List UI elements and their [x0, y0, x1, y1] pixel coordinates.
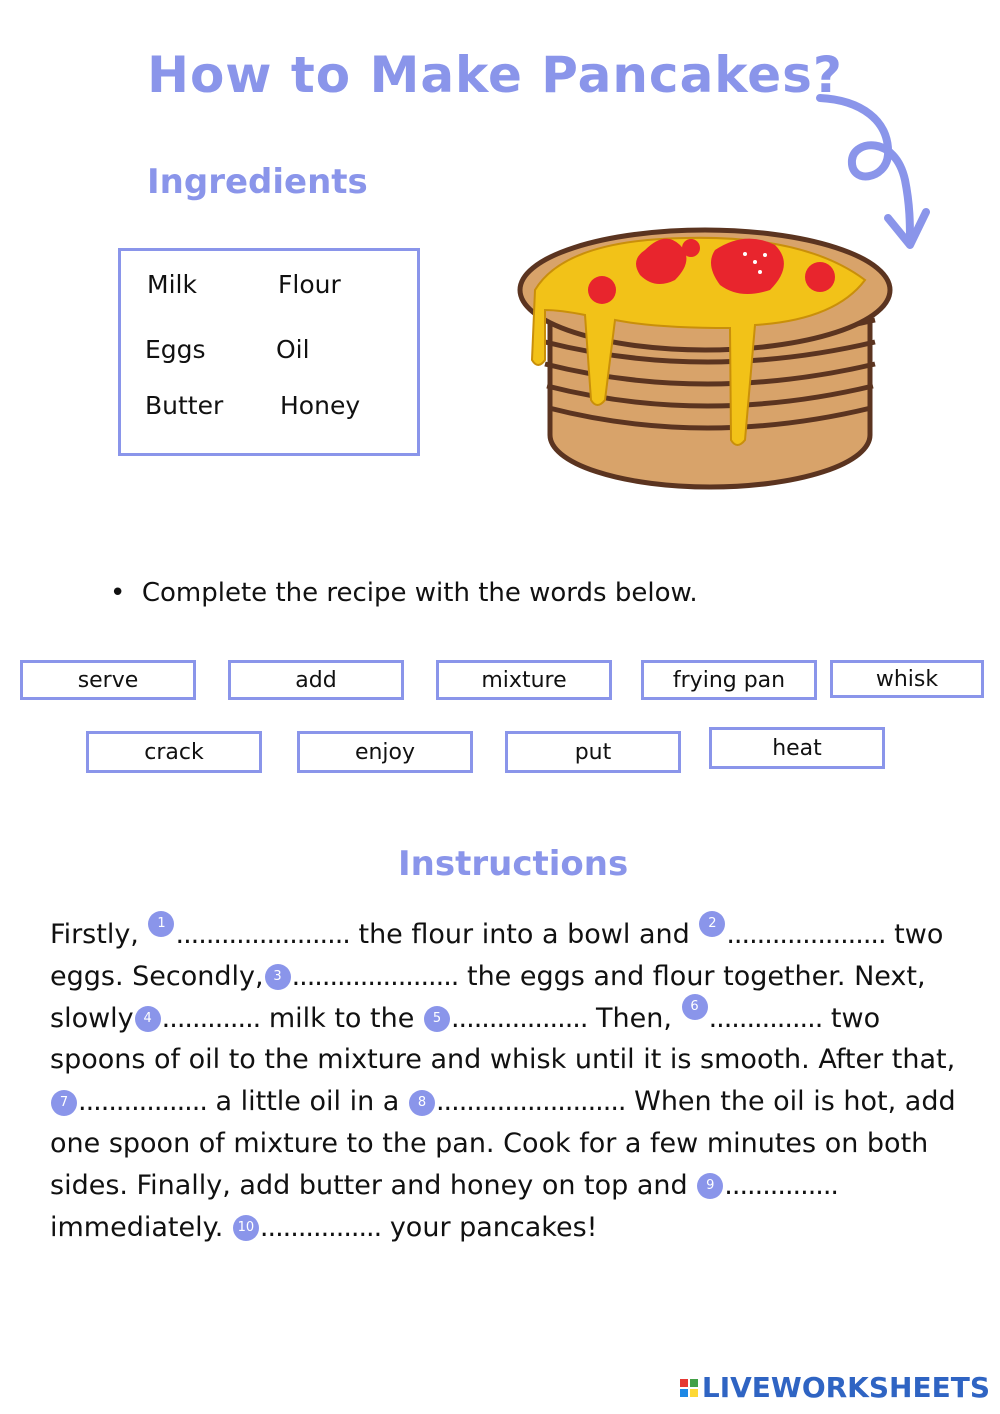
answer-blank-5[interactable]: .................. [450, 1002, 588, 1034]
ingredients-heading: Ingredients [147, 162, 368, 202]
brand-name: LIVEWORKSHEETS [701, 1371, 990, 1404]
blank-number-badge: 6 [682, 994, 708, 1020]
answer-blank-1[interactable]: ....................... [175, 919, 350, 950]
word-chip-frying-pan[interactable]: frying pan [641, 660, 817, 700]
task-text: Complete the recipe with the words below. [141, 578, 698, 608]
answer-blank-8[interactable]: ......................... [435, 1086, 626, 1118]
ingredient-item: Eggs [145, 335, 206, 364]
answer-blank-10[interactable]: ................ [259, 1211, 382, 1243]
word-chip-put[interactable]: put [505, 731, 681, 773]
word-chip-crack[interactable]: crack [86, 731, 262, 773]
answer-blank-9[interactable]: ............... [724, 1169, 839, 1201]
answer-blank-3[interactable]: ...................... [291, 960, 459, 992]
instructions-text [50, 914, 960, 1248]
instructions-heading: Instructions [398, 844, 629, 884]
word-chip-mixture[interactable]: mixture [436, 660, 612, 700]
pancake-stack-icon [505, 210, 905, 500]
blank-number-badge: 5 [424, 1006, 450, 1032]
instruction-text-segment: Then, [596, 1002, 672, 1034]
blank-number-badge: 1 [148, 911, 174, 937]
instruction-text-segment: immediately. [50, 1211, 224, 1243]
instruction-text-segment: milk to the [268, 1002, 415, 1034]
task-instruction [110, 578, 698, 608]
ingredient-item: Milk [147, 270, 197, 299]
word-chip-whisk[interactable]: whisk [830, 660, 984, 698]
blank-number-badge: 9 [697, 1173, 723, 1199]
blank-number-badge: 3 [265, 964, 291, 990]
word-chip-heat[interactable]: heat [709, 727, 885, 769]
blank-number-badge: 8 [409, 1090, 435, 1116]
blank-number-badge: 4 [135, 1006, 161, 1032]
instruction-text-segment: a little oil in a [215, 1086, 400, 1118]
answer-blank-2[interactable]: ..................... [726, 919, 886, 950]
bullet-icon: • [110, 578, 142, 608]
ingredient-item: Flour [278, 270, 341, 299]
ingredient-item: Honey [280, 391, 361, 420]
word-chip-enjoy[interactable]: enjoy [297, 731, 473, 773]
blank-number-badge: 2 [699, 911, 725, 937]
instruction-text-segment: the flour into a bowl and [358, 919, 690, 950]
instruction-text-segment: your pancakes! [389, 1211, 598, 1243]
answer-blank-4[interactable]: ............. [161, 1002, 261, 1034]
word-chip-add[interactable]: add [228, 660, 404, 700]
page-title: How to Make Pancakes? [147, 46, 843, 104]
answer-blank-6[interactable]: ............... [708, 1002, 823, 1034]
ingredient-item: Oil [276, 335, 310, 364]
instruction-text-segment: Firstly, [50, 919, 139, 950]
liveworksheets-footer [680, 1371, 990, 1404]
instruction-text-segment: two eggs. Secondly, [50, 919, 944, 992]
instruction-text-segment: two spoons of oil to the mixture and whisk until it is smooth. After that, [50, 1002, 956, 1076]
answer-blank-7[interactable]: ................. [78, 1086, 207, 1118]
instruction-text-segment: When the oil is hot, add one spoon of mixture to the pan. Cook for a few minutes on both sides. Finally, add butter and honey on top and [50, 1086, 956, 1201]
blank-number-badge: 10 [233, 1215, 259, 1241]
liveworksheets-logo-icon [680, 1379, 698, 1397]
blank-number-badge: 7 [51, 1090, 77, 1116]
ingredient-item: Butter [145, 391, 224, 420]
word-chip-serve[interactable]: serve [20, 660, 196, 700]
instruction-text-segment: the eggs and flour together. Next, slowly [50, 960, 926, 1034]
